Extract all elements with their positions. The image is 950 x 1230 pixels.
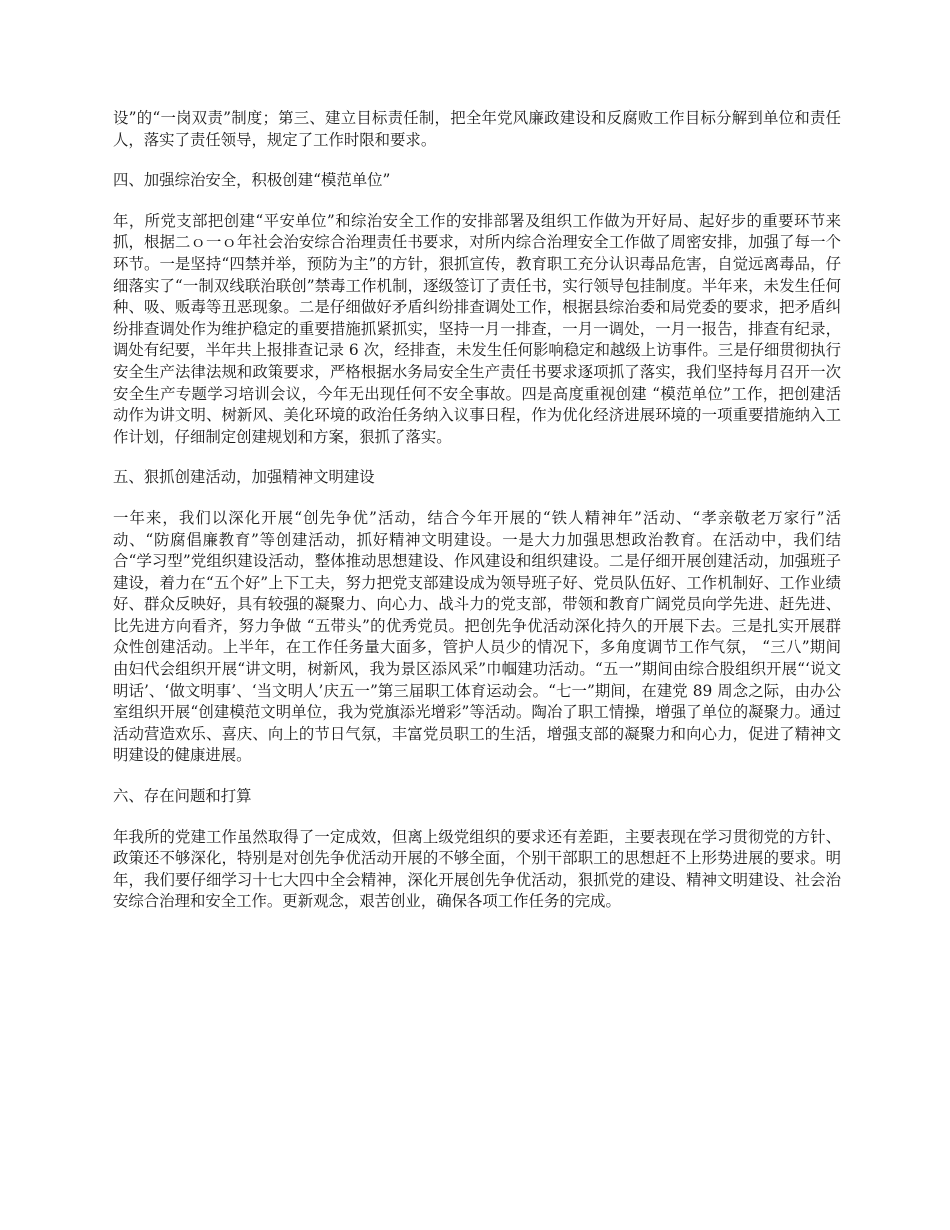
paragraph-duty-system: 设”的“一岗双责”制度；第三、建立目标责任制，把全年党风廉政建设和反腐败工作目标分解到单位和责任人，落实了责任领导，规定了工作时限和要求。: [113, 109, 841, 149]
section-heading-4: 四、加强综治安全，积极创建“模范单位”: [113, 171, 391, 190]
paragraph-problems-plans: 年我所的党建工作虽然取得了一定成效，但离上级党组织的要求还有差距，主要表现在学习贯彻党的方针、政策还不够深化，特别是对创先争优活动开展的不够全面，个别干部职工的思想赶不上形势进展的要求。明年，我们要仔细学习十七大四中全会精神，深化开展创先争优活动，狠抓党的建设、精神文明建设、社会治安综合治理和安全工作。更新观念，艰苦创业，确保各项工作任务的完成。: [113, 827, 841, 911]
paragraph-safety-work: 年，所党支部把创建“平安单位”和综治安全工作的安排部署及组织工作做为开好局、起好步的重要环节来抓，根据二ｏ一ｏ年社会治安综合治理责任书要求，对所内综合治理安全工作做了周密安排，加强了每一个环节。一是坚持“四禁并举，预防为主”的方针，狠抓宣传，教育职工充分认识毒品危害，自觉远离毒品，仔细落实了“一制双线联治联创”禁毒工作机制，逐级签订了责任书，实行领导包挂制度。半年来，未发生任何种、吸、贩毒等丑恶现象。二是仔细做好矛盾纠纷排查调处工作，根据县综治委和局党委的要求，把矛盾纠纷排查调处作为维护稳定的重要措施抓紧抓实，坚持一月一排查，一月一调处，一月一报告，排查有纪录，调处有纪要，半年共上报排查记录 6 次，经排查，未发生任何影响稳定和越级上访事件。三是仔细贯彻执行安全生产法律法规和政策要求，严格根据水务局安全生产责任书要求逐项抓了落实，我们坚持每月召开一次安全生产专题学习培训会议，今年无出现任何不安全事故。四是高度重视创建 “模范单位”工作，把创建活动作为讲文明、树新风、美化环境的政治任务纳入议事日程，作为优化经济进展环境的一项重要措施纳入工作计划，仔细制定创建规划和方案，狠抓了落实。: [113, 211, 841, 446]
paragraph-civilization-activities: 一年来，我们以深化开展“创先争优”活动，结合今年开展的“铁人精神年”活动、“孝亲敬老万家行”活动、“防腐倡廉教育”等创建活动，抓好精神文明建设。一是大力加强思想政治教育。在活动中，我们结合“学习型”党组织建设活动，整体推动思想建设、作风建设和组织建设。二是仔细开展创建活动，加强班子建设，着力在“五个好”上下工夫，努力把党支部建设成为领导班子好、党员队伍好、工作机制好、工作业绩好、群众反映好，具有较强的凝聚力、向心力、战斗力的党支部，带领和教育广阔党员向学先进、赶先进、比先进方向看齐，努力争做 “五带头”的优秀党员。把创先争优活动深化持久的开展下去。三是扎实开展群众性创建活动。上半年，在工作任务量大面多，管护人员少的情况下，多角度调节工作气氛， “三八”期间由妇代会组织开展“讲文明，树新风，我为景区添风采”巾帼建功活动。“五一”期间由综合股组织开展“‘说文明话’、‘做文明事’、‘当文明人’庆五一”第三届职工体育运动会。“七一”期间，在建党 89 周念之际，由办公室组织开展“创建模范文明单位，我为党旗添光增彩”等活动。陶冶了职工情操，增强了单位的凝聚力。通过活动营造欢乐、喜庆、向上的节日气氛，丰富党员职工的生活，增强支部的凝聚力和向心力，促进了精神文明建设的健康进展。: [113, 508, 841, 765]
document-body: [113, 108, 841, 932]
section-heading-6: 六、存在问题和打算: [113, 787, 252, 806]
section-heading-5: 五、狠抓创建活动，加强精神文明建设: [113, 468, 375, 487]
